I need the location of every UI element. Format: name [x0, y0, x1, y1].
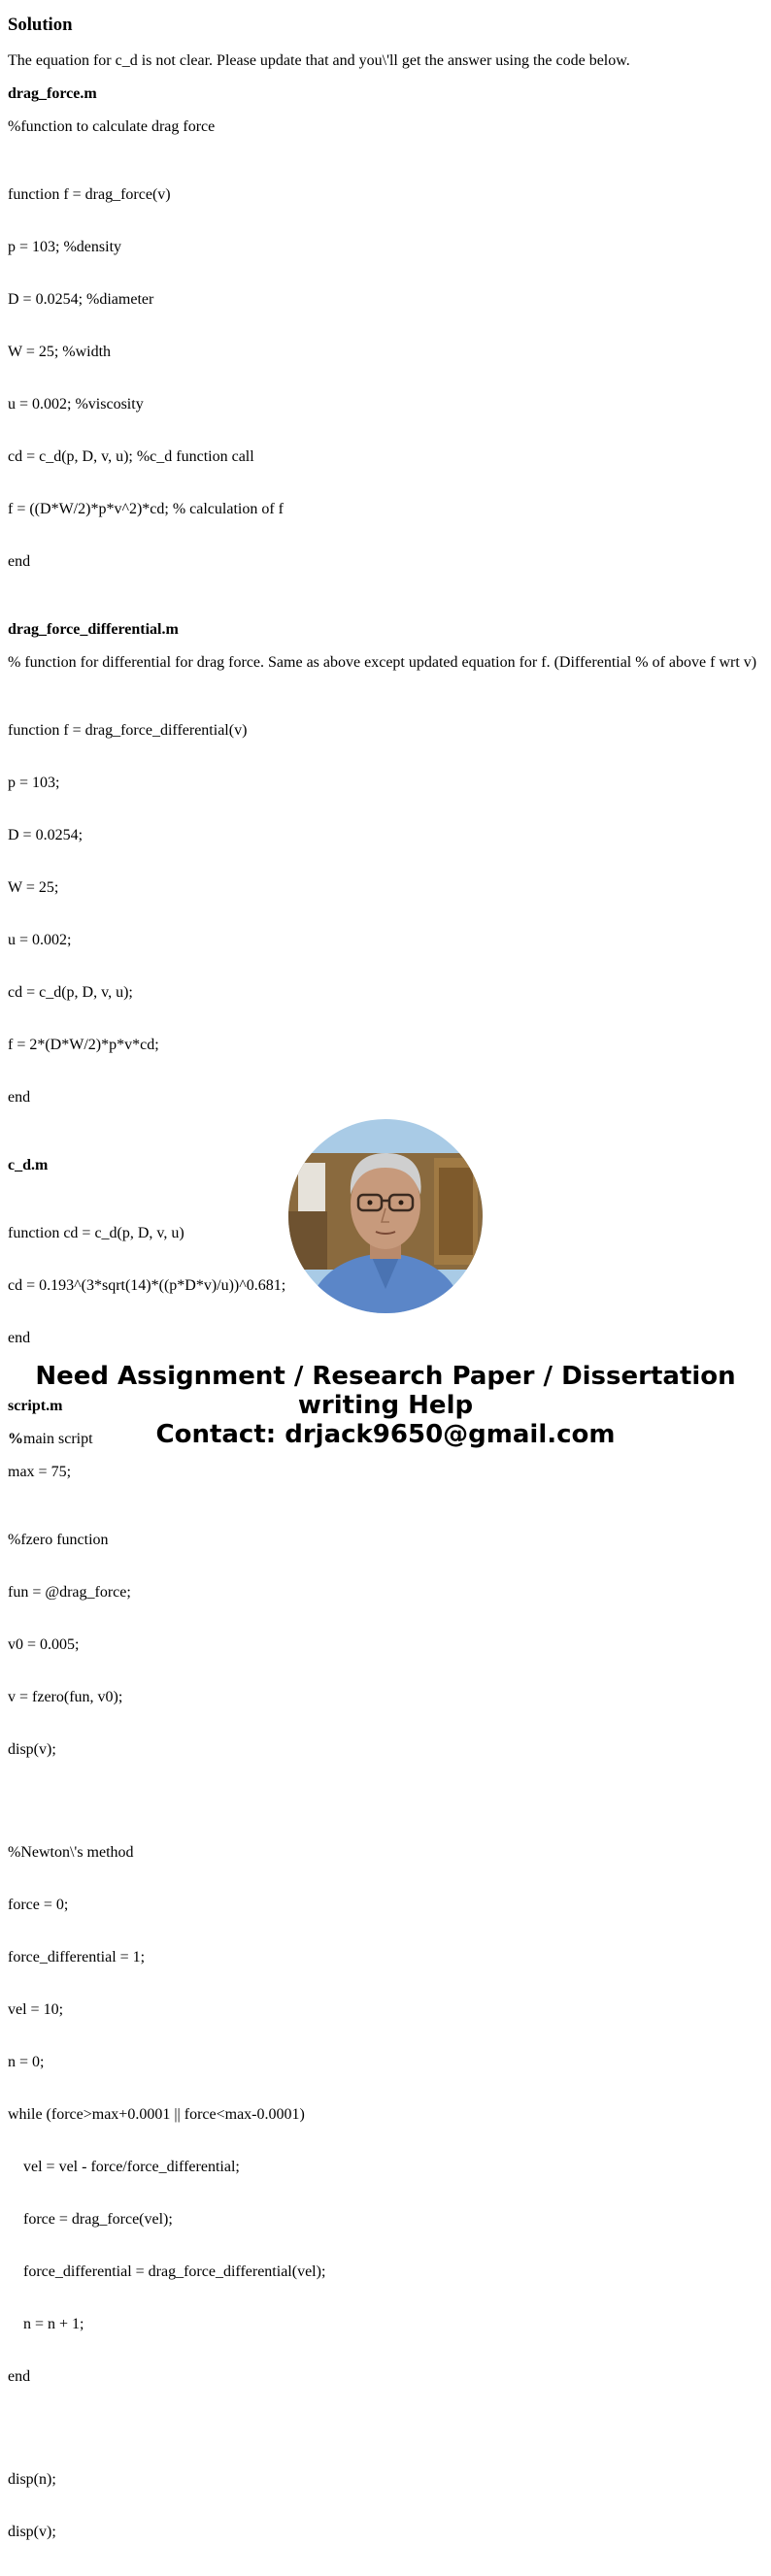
max-line: max = 75;: [8, 1464, 72, 1480]
fzero-block: [8, 1497, 765, 1794]
code-line: D = 0.0254;: [8, 827, 84, 843]
intro-text: The equation for c_d is not clear. Please update that and you\'ll get the answer using the code below.: [8, 52, 630, 69]
promo-banner: [0, 1362, 771, 1449]
code-line: v0 = 0.005;: [8, 1636, 80, 1653]
author-portrait-image: [288, 1119, 483, 1313]
solution-title: Solution: [8, 15, 73, 35]
code-line: p = 103; %density: [8, 239, 122, 255]
code-line: force = 0;: [8, 1897, 69, 1913]
promo-line-2: writing Help: [297, 1391, 474, 1420]
code-line: f = 2*(D*W/2)*p*v*cd;: [8, 1037, 159, 1053]
code-line: end: [8, 553, 31, 570]
code-line: fun = @drag_force;: [8, 1584, 131, 1601]
code-line: D = 0.0254; %diameter: [8, 291, 154, 308]
promo-line-1: Need Assignment / Research Paper / Dissertation: [35, 1362, 736, 1391]
code-line: disp(v);: [8, 1741, 56, 1758]
code-line: end: [8, 1330, 31, 1346]
code-line: u = 0.002; %viscosity: [8, 396, 144, 413]
code-line: cd = 0.193^(3*sqrt(14)*((p*D*v)/u))^0.681;: [8, 1277, 286, 1294]
code-line: function f = drag_force(v): [8, 186, 171, 203]
code-line: p = 103;: [8, 775, 60, 791]
percent-sign: %: [8, 1431, 23, 1447]
drag-force-differential-heading: drag_force_differential.m: [8, 621, 179, 638]
code-line: while (force>max+0.0001 || force<max-0.0001): [8, 2106, 305, 2123]
code-line: disp(v);: [8, 2524, 56, 2540]
code-line: cd = c_d(p, D, v, u);: [8, 984, 133, 1001]
newton-block: [8, 1809, 765, 2421]
author-avatar: [288, 1119, 483, 1313]
code-line: force_differential = 1;: [8, 1949, 146, 1965]
disp-block: [8, 2436, 765, 2576]
drag-force-differential-comment: % function for differential for drag force. Same as above except updated equation for f. (Differential % of above f wrt v): [8, 654, 757, 671]
code-line: n = n + 1;: [8, 2316, 84, 2332]
code-line: W = 25; %width: [8, 344, 112, 360]
code-line: force = drag_force(vel);: [8, 2211, 173, 2228]
code-line: end: [8, 1089, 31, 1106]
promo-contact: Contact: drjack9650@gmail.com: [155, 1420, 616, 1449]
drag-force-code: [8, 151, 765, 606]
code-line: force_differential = drag_force_differential(vel);: [8, 2263, 326, 2280]
script-heading: script.m: [8, 1398, 63, 1414]
script-comment-text: main script: [23, 1431, 93, 1447]
code-line: cd = c_d(p, D, v, u); %c_d function call: [8, 448, 254, 465]
code-line: %fzero function: [8, 1532, 109, 1548]
drag-force-comment: %function to calculate drag force: [8, 118, 216, 135]
code-line: v = fzero(fun, v0);: [8, 1689, 123, 1705]
code-line: function cd = c_d(p, D, v, u): [8, 1225, 184, 1241]
code-line: n = 0;: [8, 2054, 45, 2070]
code-line: disp(n);: [8, 2471, 56, 2488]
code-line: %Newton\'s method: [8, 1844, 134, 1861]
code-line: function f = drag_force_differential(v): [8, 722, 248, 739]
drag-force-differential-code: [8, 687, 765, 1141]
code-line: vel = vel - force/force_differential;: [8, 2159, 240, 2175]
c-d-heading: c_d.m: [8, 1157, 49, 1173]
code-line: end: [8, 2368, 31, 2385]
drag-force-heading: drag_force.m: [8, 85, 97, 102]
code-line: W = 25;: [8, 879, 59, 896]
code-line: u = 0.002;: [8, 932, 72, 948]
code-line: f = ((D*W/2)*p*v^2)*cd; % calculation of f: [8, 501, 284, 517]
code-line: vel = 10;: [8, 2001, 64, 2018]
